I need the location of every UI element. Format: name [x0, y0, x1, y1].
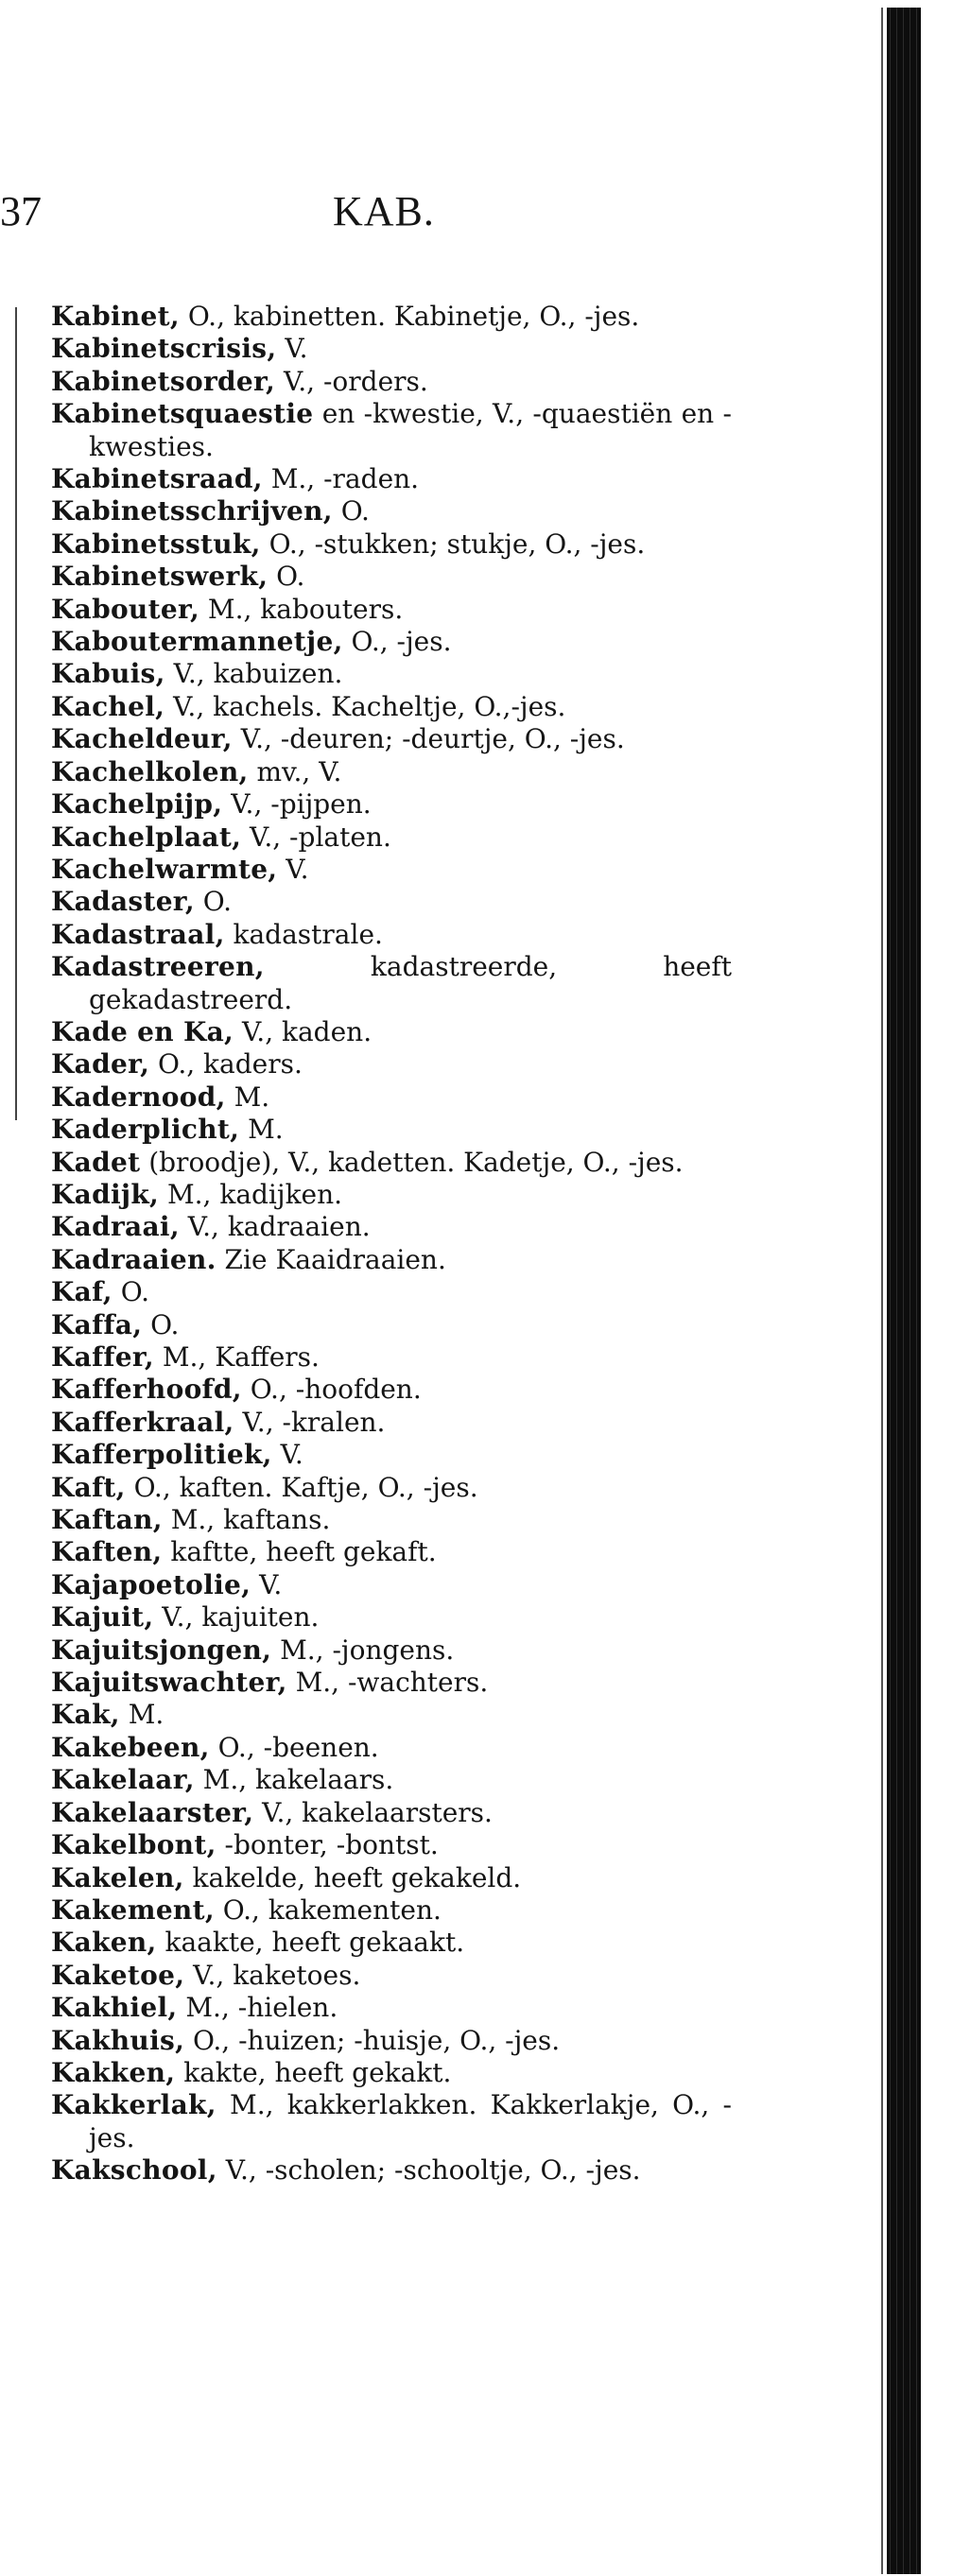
- dictionary-entry: [51, 463, 732, 495]
- dictionary-entry: [51, 1147, 732, 1179]
- entry-headword: Kadernood,: [51, 1081, 226, 1113]
- entry-headword: Kakebeen,: [51, 1731, 210, 1763]
- entry-definition: V., kabuizen.: [165, 658, 343, 690]
- dictionary-entry: [51, 1504, 732, 1536]
- dictionary-entry: [51, 528, 732, 561]
- entry-definition: O., kaften. Kaftje, O., -jes.: [125, 1471, 478, 1503]
- entry-headword: Kachelplaat,: [51, 821, 242, 853]
- entry-headword: Kaffer,: [51, 1341, 154, 1373]
- entry-definition: M., -hielen.: [177, 1992, 338, 2024]
- entry-definition: V., kadraaien.: [179, 1211, 371, 1243]
- entry-definition: Zie Kaaidraaien.: [216, 1243, 446, 1275]
- dictionary-entry: [51, 1048, 732, 1081]
- entry-definition: O.: [332, 495, 370, 527]
- dictionary-entry: [51, 333, 732, 365]
- entry-definition: O., kaders.: [149, 1048, 303, 1081]
- entry-headword: Kajapoetolie,: [51, 1568, 251, 1600]
- entry-definition: V.: [277, 853, 309, 885]
- entry-definition: M., -jongens.: [271, 1634, 455, 1666]
- dictionary-entry: [51, 919, 732, 951]
- dictionary-entry: [51, 788, 732, 821]
- entry-definition: (broodje), V., kadetten. Kadetje, O., -jes.: [140, 1146, 684, 1178]
- dictionary-entry: [51, 2154, 732, 2187]
- entry-headword: Kakhiel,: [51, 1992, 178, 2024]
- entry-headword: Kajuitswachter,: [51, 1667, 287, 1699]
- entry-headword: Kadet: [51, 1146, 141, 1178]
- entry-headword: Kaboutermannetje,: [51, 626, 343, 658]
- entry-definition: O., kabinetten. Kabinetje, O., -jes.: [179, 301, 640, 332]
- entry-definition: V., kajuiten.: [153, 1601, 320, 1634]
- dictionary-entry: [51, 2089, 732, 2154]
- entry-headword: Kabouter,: [51, 593, 200, 625]
- entry-headword: Kaf,: [51, 1276, 113, 1308]
- entry-definition: M., kakkerlakken. Kakkerlakje, O., -jes.: [89, 2089, 732, 2153]
- entry-definition: kakelde, heeft gekakeld.: [183, 1861, 522, 1893]
- entry-definition: V., kachels. Kacheltje, O.,-jes.: [165, 690, 566, 722]
- entry-definition: kakte, heeft gekakt.: [175, 2056, 452, 2088]
- entry-definition: V., -orders.: [275, 365, 428, 397]
- entry-definition: V.: [276, 333, 308, 365]
- entry-definition: -bonter, -bontst.: [216, 1829, 439, 1861]
- entry-definition: kaakte, heeft gekaakt.: [156, 1927, 465, 1959]
- entry-definition: V., kaketoes.: [184, 1959, 361, 1991]
- book-spine: [887, 8, 921, 2574]
- dictionary-entry: [51, 301, 732, 333]
- entry-headword: Kachel,: [51, 690, 165, 722]
- dictionary-entry: [51, 1081, 732, 1114]
- dictionary-entry: [51, 854, 732, 886]
- dictionary-entry: [51, 366, 732, 398]
- entry-definition: mv., V.: [248, 755, 342, 787]
- entry-headword: Kak,: [51, 1699, 120, 1731]
- dictionary-entry: [51, 398, 732, 463]
- dictionary-entry: [51, 1179, 732, 1211]
- section-title: KAB.: [333, 188, 435, 234]
- dictionary-entry: [51, 821, 732, 854]
- dictionary-entry: [51, 1829, 732, 1861]
- dictionary-entry: [51, 1797, 732, 1829]
- dictionary-entry: [51, 951, 732, 1016]
- entry-headword: Kabinet,: [51, 301, 180, 332]
- entry-definition: M., kadijken.: [159, 1178, 343, 1210]
- dictionary-entry: [51, 1536, 732, 1568]
- entry-headword: Kadijk,: [51, 1178, 160, 1210]
- dictionary-entry: [51, 1894, 732, 1927]
- entry-headword: Kabinetscrisis,: [51, 333, 277, 365]
- dictionary-entry: [51, 2057, 732, 2089]
- entry-headword: Kabinetsorder,: [51, 365, 276, 397]
- dictionary-entry: [51, 756, 732, 788]
- dictionary-entry: [51, 626, 732, 658]
- entry-definition: O.: [142, 1308, 180, 1340]
- dictionary-entry: [51, 1601, 732, 1634]
- dictionary-entry: [51, 1862, 732, 1894]
- entry-headword: Kachelwarmte,: [51, 853, 278, 885]
- entry-definition: M., kakelaars.: [194, 1764, 394, 1796]
- dictionary-entry: [51, 2025, 732, 2057]
- entry-headword: Kaketoe,: [51, 1959, 185, 1991]
- entry-headword: Kabinetswerk,: [51, 561, 269, 593]
- dictionary-entry: [51, 1667, 732, 1699]
- entry-headword: Kadraaien.: [51, 1243, 217, 1275]
- entry-headword: Kaken,: [51, 1927, 157, 1959]
- dictionary-entry: [51, 723, 732, 755]
- entry-headword: Kakelaarster,: [51, 1796, 254, 1828]
- entry-headword: Kadaster,: [51, 886, 195, 918]
- entry-headword: Kakhuis,: [51, 2024, 185, 2056]
- entry-headword: Kakken,: [51, 2056, 176, 2088]
- dictionary-entry: [51, 561, 732, 593]
- dictionary-entry: [51, 1992, 732, 2024]
- entry-definition: V., -pijpen.: [222, 788, 372, 821]
- dictionary-entry: [51, 1341, 732, 1374]
- dictionary-entry: [51, 1699, 732, 1731]
- entry-definition: V.: [251, 1568, 283, 1600]
- entry-headword: Kaft,: [51, 1471, 126, 1503]
- dictionary-entry: [51, 495, 732, 527]
- dictionary-entry: [51, 1439, 732, 1471]
- entry-definition: O., -stukken; stukje, O., -jes.: [260, 527, 646, 560]
- dictionary-entry: [51, 1960, 732, 1992]
- entry-definition: V., -kralen.: [234, 1406, 386, 1438]
- dictionary-entry: [51, 1374, 732, 1406]
- entry-headword: Kabuis,: [51, 658, 165, 690]
- entry-headword: Kafferkraal,: [51, 1406, 234, 1438]
- dictionary-entry: [51, 1309, 732, 1341]
- dictionary-entry: [51, 1634, 732, 1667]
- entry-definition: V.: [271, 1439, 303, 1471]
- entry-headword: Kachelpijp,: [51, 788, 223, 821]
- entry-headword: Kachelkolen,: [51, 755, 249, 787]
- entry-headword: Kabinetsschrijven,: [51, 495, 333, 527]
- dictionary-entry: [51, 1211, 732, 1243]
- entry-headword: Kacheldeur,: [51, 723, 233, 755]
- entry-headword: Kaderplicht,: [51, 1114, 240, 1146]
- dictionary-entry: [51, 1244, 732, 1276]
- entry-definition: M.: [119, 1699, 165, 1731]
- entry-definition: V., kakelaarsters.: [253, 1796, 493, 1828]
- dictionary-entry: [51, 886, 732, 918]
- entry-definition: M., kaftans.: [162, 1504, 331, 1536]
- entry-headword: Kakelaar,: [51, 1764, 195, 1796]
- dictionary-entry: [51, 691, 732, 723]
- entry-definition: V., -platen.: [241, 821, 391, 853]
- entry-headword: Kaffa,: [51, 1308, 143, 1340]
- margin-rule: [15, 307, 17, 1120]
- entry-headword: Kajuit,: [51, 1601, 154, 1634]
- entry-definition: O., -beenen.: [209, 1731, 379, 1763]
- entry-headword: Kakelen,: [51, 1861, 184, 1893]
- dictionary-entry: [51, 1114, 732, 1146]
- entry-definition: M., Kaffers.: [153, 1341, 320, 1373]
- entry-headword: Kakschool,: [51, 2154, 217, 2187]
- entry-list: [51, 301, 732, 2187]
- entry-definition: V., -deuren; -deurtje, O., -jes.: [232, 723, 625, 755]
- entry-headword: Kajuitsjongen,: [51, 1634, 272, 1666]
- entry-headword: Kadastraal,: [51, 918, 225, 950]
- dictionary-entry: [51, 1569, 732, 1601]
- entry-definition: M.: [225, 1081, 270, 1113]
- dictionary-entry: [51, 1472, 732, 1504]
- page-header: [0, 187, 851, 240]
- entry-definition: M.: [239, 1114, 284, 1146]
- entry-definition: en -kwestie, V., -quaestiën en -kwesties.: [89, 398, 732, 462]
- entry-headword: Kader,: [51, 1048, 150, 1081]
- entry-headword: Kafferpolitiek,: [51, 1439, 272, 1471]
- entry-headword: Kadraai,: [51, 1211, 180, 1243]
- dictionary-entry: [51, 1407, 732, 1439]
- entry-headword: Kabinetsstuk,: [51, 527, 261, 560]
- page-number: 37: [0, 188, 42, 234]
- entry-headword: Kadastreeren,: [51, 951, 265, 983]
- entry-definition: M., -raden.: [262, 463, 420, 495]
- entry-definition: kadastreerde, heeft gekadastreerd.: [89, 951, 732, 1015]
- entry-definition: V., -scholen; -schooltje, O., -jes.: [217, 2154, 641, 2187]
- entry-headword: Kafferhoofd,: [51, 1374, 242, 1406]
- entry-definition: M., -wachters.: [286, 1667, 489, 1699]
- entry-definition: O.: [112, 1276, 149, 1308]
- entry-headword: Kaften,: [51, 1536, 163, 1568]
- entry-definition: kaftte, heeft gekaft.: [162, 1536, 437, 1568]
- entry-definition: V., kaden.: [234, 1015, 373, 1047]
- entry-headword: Kakement,: [51, 1893, 215, 1926]
- dictionary-entry: [51, 1927, 732, 1959]
- entry-definition: O., kakementen.: [214, 1893, 442, 1926]
- entry-definition: O.: [268, 561, 305, 593]
- entry-definition: O., -huizen; -huisje, O., -jes.: [184, 2024, 561, 2056]
- dictionary-entry: [51, 1276, 732, 1308]
- entry-definition: O.: [194, 886, 232, 918]
- dictionary-entry: [51, 1016, 732, 1048]
- entry-headword: Kakelbont,: [51, 1829, 217, 1861]
- entry-definition: kadastrale.: [224, 918, 383, 950]
- entry-headword: Kabinetsquaestie: [51, 398, 314, 430]
- binding-edge: [881, 8, 883, 2574]
- entry-headword: Kakkerlak,: [51, 2089, 217, 2121]
- entry-definition: M., kabouters.: [199, 593, 404, 625]
- entry-definition: O., -hoofden.: [241, 1374, 422, 1406]
- entry-definition: O., -jes.: [342, 626, 452, 658]
- dictionary-entry: [51, 1732, 732, 1764]
- entry-headword: Kade en Ka,: [51, 1015, 234, 1047]
- dictionary-entry: [51, 594, 732, 626]
- entry-headword: Kabinetsraad,: [51, 463, 263, 495]
- dictionary-entry: [51, 658, 732, 690]
- entry-headword: Kaftan,: [51, 1504, 163, 1536]
- dictionary-entry: [51, 1764, 732, 1796]
